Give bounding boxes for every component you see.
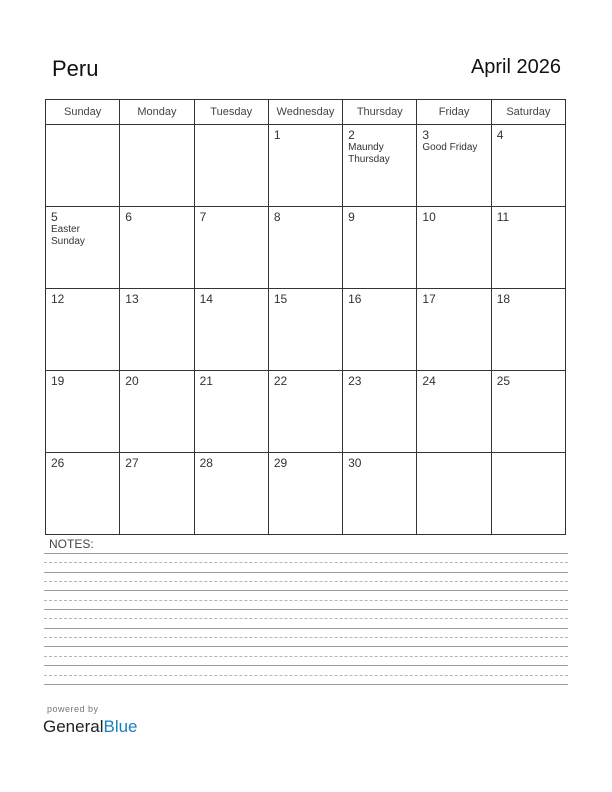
notes-line	[44, 590, 568, 591]
day-number: 25	[496, 374, 511, 388]
notes-label: NOTES:	[49, 537, 94, 551]
calendar-country: Peru	[52, 56, 99, 81]
notes-line	[44, 609, 568, 610]
day-cell	[491, 371, 565, 453]
notes-line	[44, 581, 568, 582]
notes-line	[44, 618, 568, 619]
calendar-month-title: April 2026	[470, 56, 561, 78]
day-cell	[194, 289, 268, 371]
day-number: 28	[199, 456, 213, 470]
day-cell	[268, 125, 342, 207]
day-cell	[268, 289, 342, 371]
holiday-label: Easter Sunday	[51, 224, 85, 247]
day-number: 5	[51, 210, 58, 224]
week-row	[46, 125, 566, 207]
day-cell	[491, 125, 565, 207]
day-number: 1	[273, 128, 281, 142]
day-cell	[194, 453, 268, 535]
day-number: 13	[125, 292, 139, 306]
day-number: 14	[199, 292, 213, 306]
notes-line	[44, 665, 568, 666]
day-cell	[120, 289, 194, 371]
logo-blue-text: Blue	[103, 717, 138, 736]
day-number: 24	[422, 374, 436, 388]
notes-line	[44, 572, 568, 573]
weekday-header-row	[46, 100, 566, 125]
day-cell	[417, 453, 491, 535]
day-cell	[491, 453, 565, 535]
generalblue-logo[interactable]	[43, 717, 138, 737]
day-cell	[120, 207, 194, 289]
day-cell	[268, 207, 342, 289]
day-number: 18	[496, 292, 511, 306]
day-cell	[417, 207, 491, 289]
notes-line	[44, 562, 568, 563]
day-number: 20	[125, 374, 139, 388]
calendar-grid	[45, 99, 566, 535]
day-cell	[194, 207, 268, 289]
day-cell	[417, 371, 491, 453]
day-number: 29	[273, 456, 288, 470]
day-number: 30	[348, 456, 362, 470]
notes-line	[44, 600, 568, 601]
day-number: 2	[348, 128, 355, 142]
day-cell	[417, 125, 491, 207]
week-row	[46, 371, 566, 453]
day-cell	[46, 289, 120, 371]
day-cell	[417, 289, 491, 371]
day-cell	[194, 371, 268, 453]
day-cell	[46, 453, 120, 535]
weekday-header: Monday	[120, 100, 194, 125]
day-number: 7	[199, 210, 207, 224]
day-number: 11	[496, 210, 510, 224]
week-row	[46, 289, 566, 371]
holiday-label: Good Friday	[422, 142, 478, 153]
day-number: 16	[348, 292, 362, 306]
holiday-label: Maundy Thursday	[348, 142, 390, 165]
week-row	[46, 453, 566, 535]
day-number: 27	[125, 456, 139, 470]
day-number: 4	[496, 128, 504, 142]
day-cell	[491, 289, 565, 371]
day-cell	[343, 125, 417, 207]
day-cell	[268, 453, 342, 535]
day-cell	[120, 125, 194, 207]
day-cell	[46, 207, 120, 289]
notes-line	[44, 684, 568, 685]
day-number: 15	[273, 292, 288, 306]
notes-line	[44, 646, 568, 647]
day-number: 23	[348, 374, 362, 388]
notes-line	[44, 553, 568, 554]
day-cell	[343, 371, 417, 453]
day-number: 6	[125, 210, 132, 224]
weekday-header: Sunday	[46, 100, 120, 125]
day-number: 17	[422, 292, 436, 306]
day-cell	[120, 371, 194, 453]
day-number: 10	[422, 210, 436, 224]
day-cell	[194, 125, 268, 207]
weekday-header: Tuesday	[194, 100, 268, 125]
day-cell	[268, 371, 342, 453]
day-cell	[343, 289, 417, 371]
day-cell	[46, 125, 120, 207]
logo-general-text: General	[43, 717, 104, 736]
day-number: 26	[51, 456, 65, 470]
day-number: 12	[51, 292, 65, 306]
week-row	[46, 207, 566, 289]
powered-by-text: powered by	[47, 704, 99, 714]
notes-line	[44, 637, 568, 638]
day-number: 22	[273, 374, 288, 388]
day-number: 19	[51, 374, 65, 388]
day-number: 9	[348, 210, 355, 224]
day-cell	[491, 207, 565, 289]
day-cell	[343, 453, 417, 535]
day-number: 3	[422, 128, 430, 142]
day-cell	[343, 207, 417, 289]
day-number: 21	[199, 374, 213, 388]
notes-line	[44, 656, 568, 657]
weekday-header: Saturday	[491, 100, 565, 125]
day-cell	[46, 371, 120, 453]
notes-line	[44, 628, 568, 629]
day-number: 8	[273, 210, 281, 224]
weekday-header: Thursday	[343, 100, 417, 125]
weekday-header: Wednesday	[268, 100, 342, 125]
weekday-header: Friday	[417, 100, 491, 125]
notes-line	[44, 675, 568, 676]
day-cell	[120, 453, 194, 535]
